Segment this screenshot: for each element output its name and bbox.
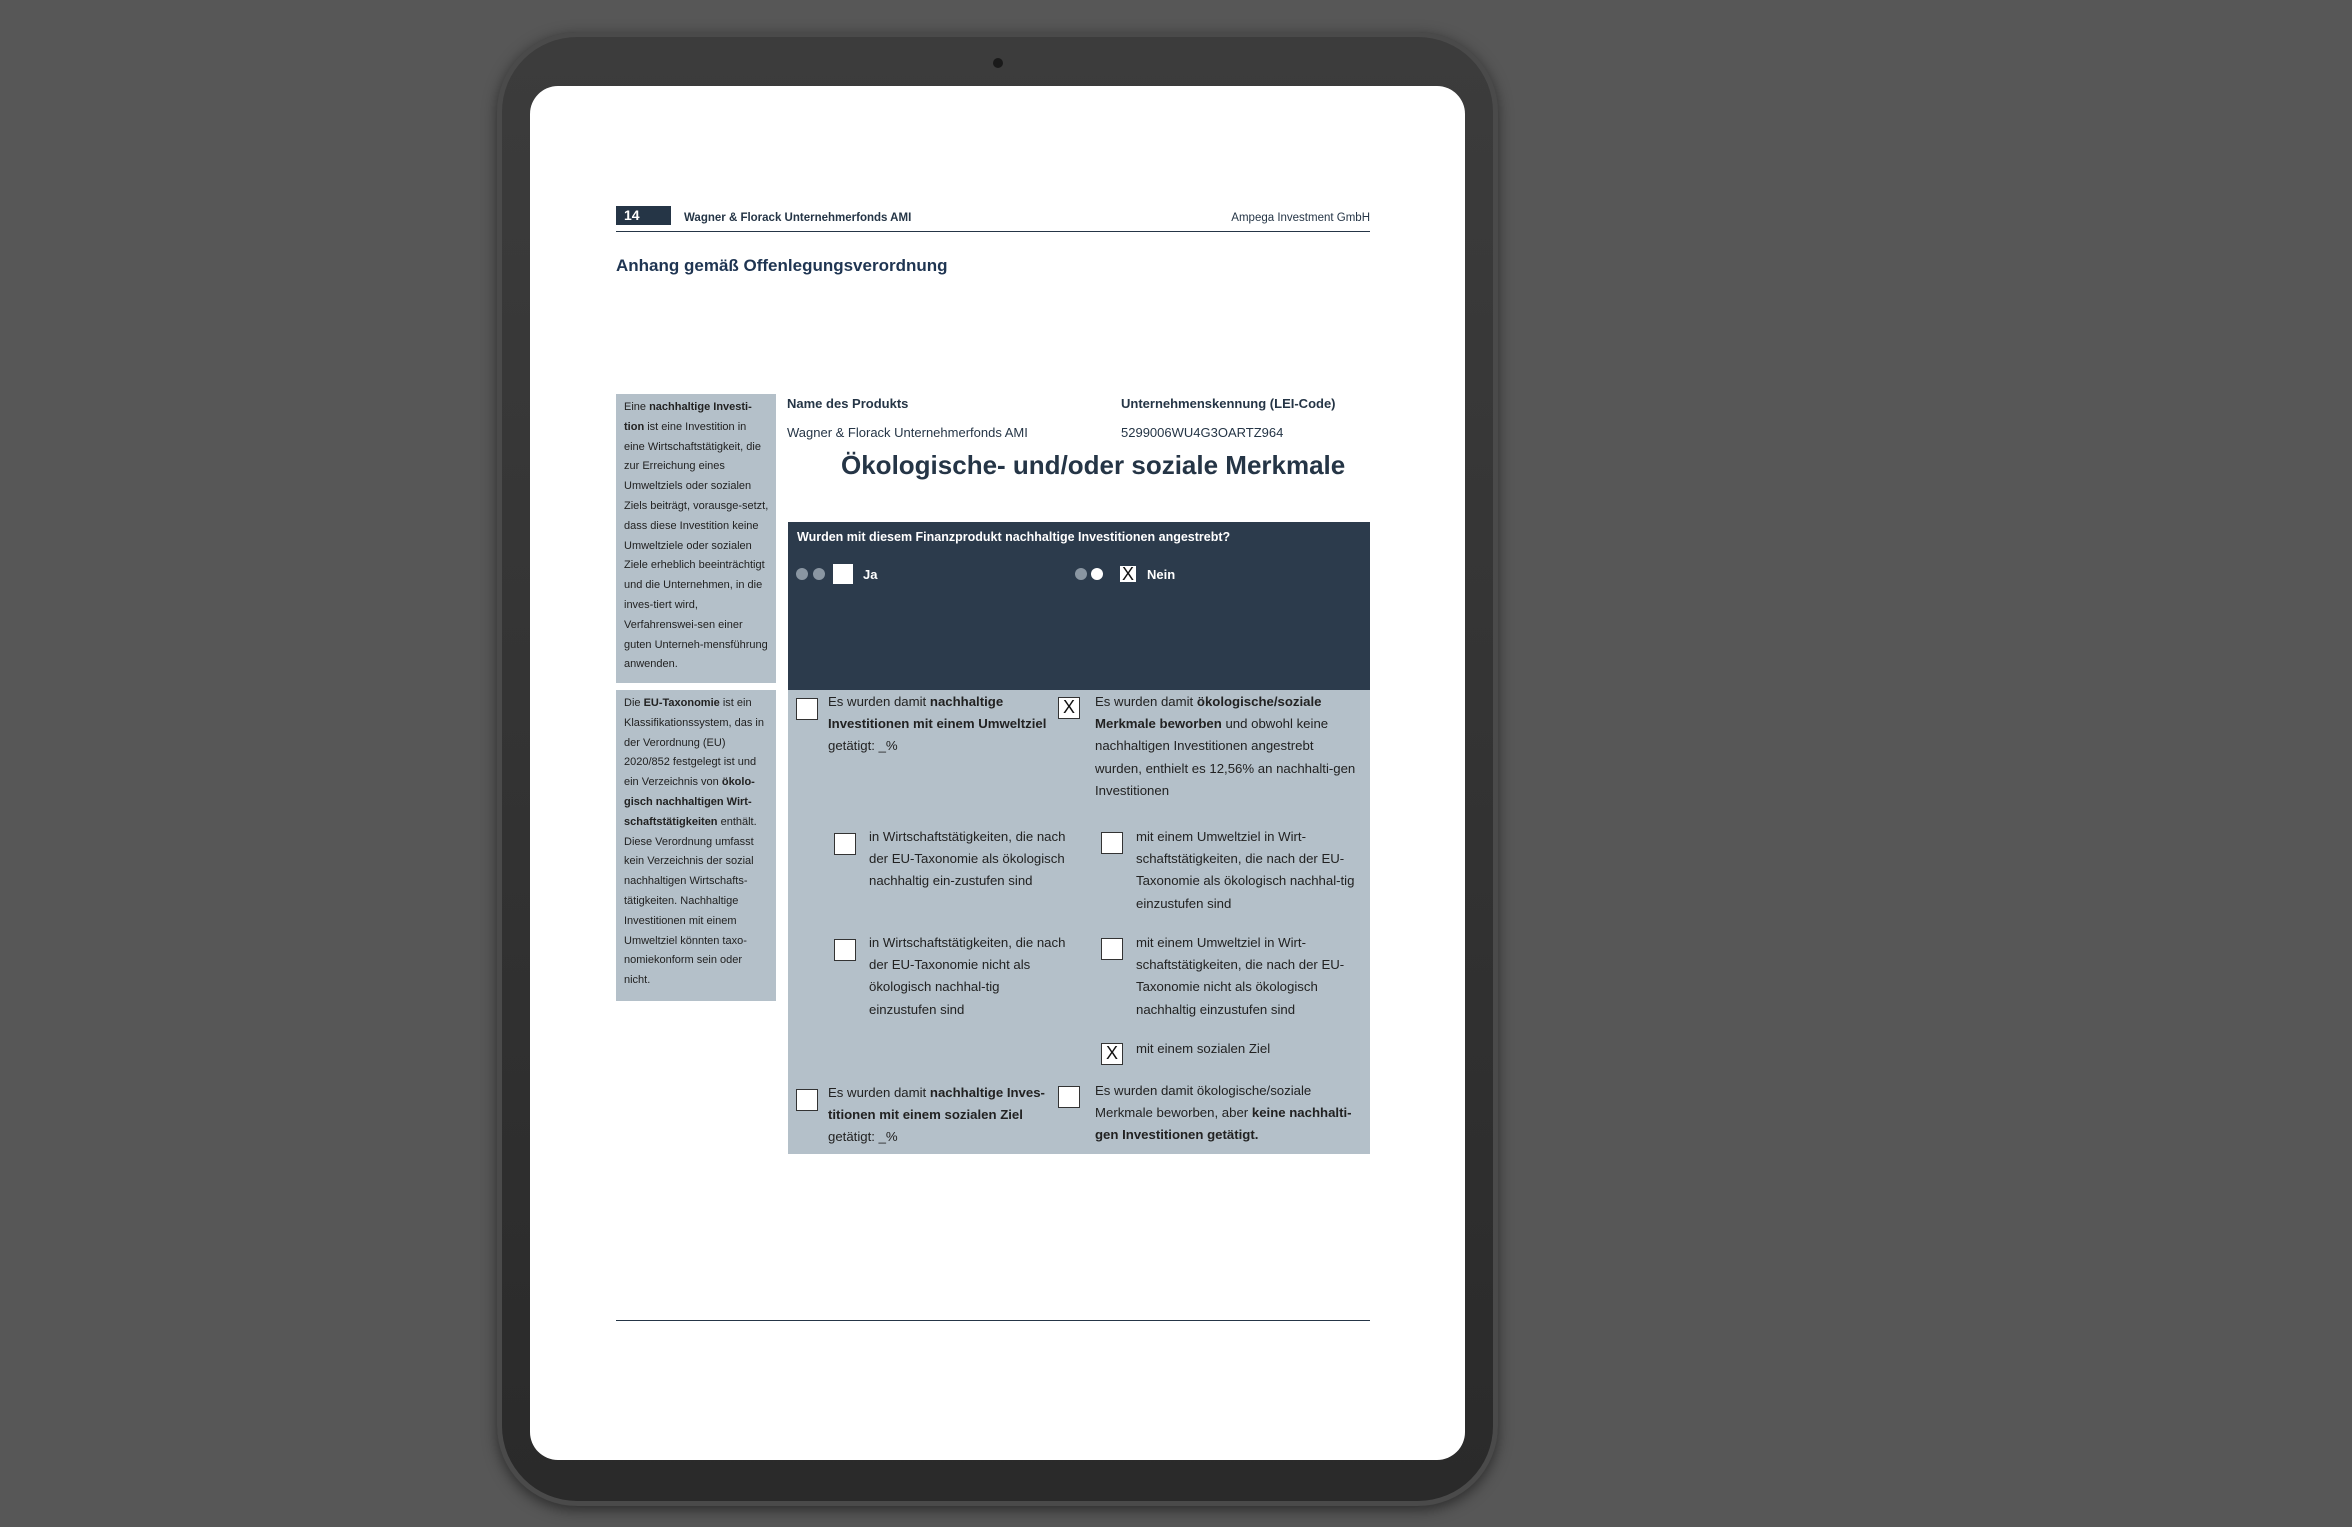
checkbox-right-taxonomy-aligned[interactable] [1101,832,1123,854]
product-name-label: Name des Produkts [787,396,909,411]
tablet-camera [993,58,1003,68]
annex-title: Anhang gemäß Offenlegungsverordnung [616,256,948,275]
question-panel [788,522,1370,690]
header-company: Ampega Investment GmbH [1231,212,1370,224]
dot-icon [796,568,808,580]
sidebar-note-sustainable-investment: Eine nachhaltige Investi-tion ist eine Investition in eine Wirtschaftstätigkeit, die zur Erreichung eines Umweltziels oder sozialen Ziels beiträgt, vorausge-setzt, dass diese Investition keine Umweltziele oder sozialen Ziele erheblich beeinträchtigt und die Unternehmen, in die inves-tiert wird, Verfahrenswei-sen einer guten Unterneh-mensführung anwenden. [616,394,776,683]
option-left-taxonomy-aligned: in Wirtschaftstätigkeiten, die nach der EU-Taxonomie als ökologisch nachhaltig ein-zustufen sind [869,829,1066,889]
checkbox-left-taxonomy-aligned[interactable] [834,833,856,855]
option-no-sustainable-investments: Es wurden damit ökologische/soziale Merkmale beworben, aber keine nachhalti-gen Investitionen getätigt. [1095,1083,1352,1143]
sidebar-note-eu-taxonomy: Die EU-Taxonomie ist ein Klassifikationssystem, das in der Verordnung (EU) 2020/852 festgelegt ist und ein Verzeichnis von ökolo-gisch nachhaltigen Wirt-schaftstätigkeiten enthält. Diese Verordnung umfasst kein Verzeichnis der sozial nachhaltigen Wirtschafts-tätigkeiten. Nachhaltige Investitionen mit einem Umweltziel könnten taxo-nomiekonform sein oder nicht. [616,690,776,1001]
checkbox-social-objective-right-checked[interactable]: X [1101,1043,1123,1065]
lei-code-value: 5299006WU4G3OARTZ964 [1121,425,1284,440]
checkbox-right-not-taxonomy-aligned[interactable] [1101,938,1123,960]
checkbox-left-not-taxonomy-aligned[interactable] [834,939,856,961]
header-fund-name: Wagner & Florack Unternehmerfonds AMI [684,212,912,224]
no-checkbox-checked[interactable]: X [1118,564,1138,584]
no-label: Nein [1147,567,1176,582]
main-title: Ökologische- und/oder soziale Merkmale [841,450,1346,480]
document-page[interactable] [530,86,1465,1460]
yes-checkbox[interactable] [833,564,853,584]
page-number: 14 [616,206,671,225]
question-text: Wurden mit diesem Finanzprodukt nachhaltige Investitionen angestrebt? [797,530,1231,544]
option-right-taxonomy-aligned: mit einem Umweltziel in Wirt-schaftstätigkeiten, die nach der EU-Taxonomie als ökologisch nachhal-tig einzustufen sind [1136,829,1355,911]
checkbox-no-sustainable-investments[interactable] [1058,1086,1080,1108]
option-left-not-taxonomy-aligned: in Wirtschaftstätigkeiten, die nach der EU-Taxonomie nicht als ökologisch nachhal-tig einzustufen sind [869,935,1066,1017]
checkbox-env-objective[interactable] [796,698,818,720]
option-right-not-taxonomy-aligned: mit einem Umweltziel in Wirt-schaftstätigkeiten, die nach der EU-Taxonomie nicht als ökologisch nachhaltig einzustufen sind [1136,935,1345,1017]
lei-code-label: Unternehmenskennung (LEI-Code) [1121,396,1336,411]
dot-icon [1091,568,1103,580]
checkbox-characteristics-promoted-checked[interactable]: X [1058,697,1080,719]
yes-label: Ja [863,567,878,582]
option-right-social-objective: mit einem sozialen Ziel [1136,1041,1271,1056]
dot-icon [813,568,825,580]
option-characteristics-promoted: Es wurden damit ökologische/soziale Merkmale beworben und obwohl keine nachhaltigen Investitionen angestrebt wurden, enthielt es 12,56% an nachhalti-gen Investitionen [1095,694,1356,798]
product-name-value: Wagner & Florack Unternehmerfonds AMI [787,425,1028,440]
dot-icon [1075,568,1087,580]
option-social-objective: Es wurden damit nachhaltige Inves-titionen mit einem sozialen Ziel getätigt: _% [828,1085,1045,1145]
footer-divider [616,1320,1370,1321]
checkbox-social-objective[interactable] [796,1089,818,1111]
option-env-objective: Es wurden damit nachhaltige Investitionen mit einem Umweltziel getätigt: _% [828,694,1047,754]
header-divider [616,231,1370,232]
